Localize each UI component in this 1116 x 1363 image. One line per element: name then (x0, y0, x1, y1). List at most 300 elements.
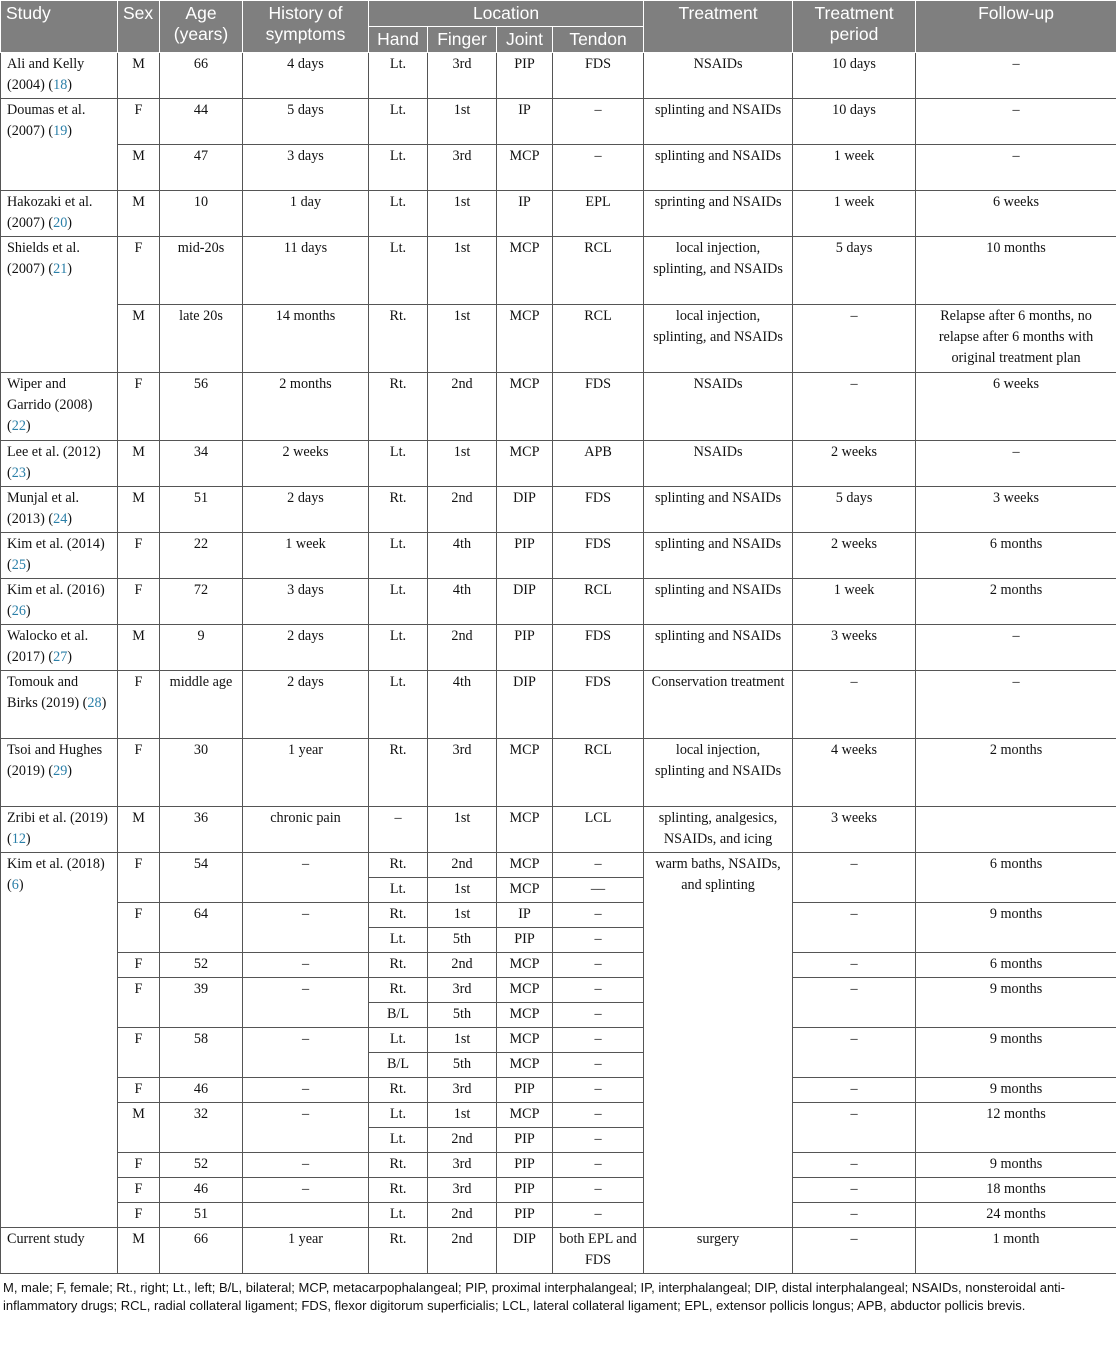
history-cell (243, 191, 369, 237)
tendon-cell (553, 1078, 644, 1103)
age-cell-text: 10 (193, 194, 209, 210)
joint-cell-text: MCP (509, 810, 540, 826)
age-cell-text: 64 (193, 906, 209, 922)
joint-cell (497, 53, 553, 99)
hand-cell-text: Lt. (389, 194, 407, 210)
history-cell-text: 1 day (289, 194, 322, 210)
tendon-cell-text: FDS (585, 56, 612, 72)
history-cell-text: 2 weeks (282, 444, 329, 460)
hand-cell (369, 625, 428, 671)
sex-cell (118, 953, 160, 978)
period-cell (793, 903, 916, 953)
finger-cell-text: 1st (453, 1106, 471, 1122)
sex-cell (118, 625, 160, 671)
joint-cell-text: PIP (514, 628, 535, 644)
followup-cell-text: – (1012, 444, 1020, 460)
period-cell (793, 441, 916, 487)
joint-cell-text: DIP (513, 674, 536, 690)
finger-cell (428, 1003, 497, 1028)
tendon-cell (553, 1103, 644, 1128)
finger-cell (428, 903, 497, 928)
joint-cell (497, 533, 553, 579)
table-row (1, 1028, 1116, 1053)
age-cell-text: 39 (193, 981, 209, 997)
tendon-cell-text: – (594, 1031, 602, 1047)
age-cell (160, 53, 243, 99)
period-cell (793, 1153, 916, 1178)
tendon-cell (553, 373, 644, 441)
hand-cell-text: Lt. (389, 1031, 407, 1047)
tendon-cell-text: RCL (584, 240, 612, 256)
joint-cell-text: MCP (509, 742, 540, 758)
joint-cell (497, 1128, 553, 1153)
age-cell (160, 1103, 243, 1153)
period-cell (793, 807, 916, 853)
period-cell-text: 1 week (833, 148, 875, 164)
joint-cell-text: MCP (509, 1056, 540, 1072)
table-row (1, 145, 1116, 191)
followup-cell-text: 2 months (989, 742, 1043, 758)
sex-cell-text: F (134, 1081, 143, 1097)
hand-cell (369, 579, 428, 625)
tendon-cell-text: FDS (585, 376, 612, 392)
sex-cell (118, 305, 160, 373)
tendon-cell-text: – (594, 1081, 602, 1097)
tendon-cell (553, 978, 644, 1003)
study-name: Hakozaki et al. (2007) (7, 194, 93, 231)
age-cell-text: 34 (193, 444, 209, 460)
table-row (1, 191, 1116, 237)
reference-link[interactable]: 24 (53, 511, 68, 527)
header-history: History of symptoms (243, 1, 369, 53)
study-cell: Tsoi and Hughes (2019) (29) (1, 739, 118, 807)
tendon-cell-text: FDS (585, 490, 612, 506)
joint-cell-text: PIP (514, 56, 535, 72)
finger-cell (428, 853, 497, 878)
reference-link[interactable]: 18 (53, 77, 68, 93)
hand-cell-text: Lt. (389, 1106, 407, 1122)
history-cell-text: – (301, 981, 310, 997)
age-cell-text: 44 (193, 102, 209, 118)
sex-cell-text: M (132, 810, 145, 826)
joint-cell (497, 978, 553, 1003)
history-cell (243, 807, 369, 853)
tendon-cell-text: both EPL and FDS (559, 1231, 637, 1268)
age-cell (160, 1178, 243, 1203)
reference-link[interactable]: 22 (11, 418, 26, 434)
hand-cell (369, 807, 428, 853)
history-cell-text: – (301, 1156, 310, 1172)
table-row (1, 373, 1116, 441)
period-cell-text: – (850, 906, 858, 922)
finger-cell (428, 928, 497, 953)
hand-cell (369, 671, 428, 739)
hand-cell (369, 145, 428, 191)
header-joint: Joint (497, 27, 553, 53)
sex-cell-text: F (134, 102, 143, 118)
reference-link[interactable]: 6 (11, 877, 19, 893)
table-row (1, 237, 1116, 305)
finger-cell-text: 1st (453, 881, 471, 897)
sex-cell-text: F (134, 956, 143, 972)
followup-cell (916, 903, 1116, 953)
finger-cell (428, 533, 497, 579)
hand-cell (369, 1103, 428, 1128)
period-cell (793, 853, 916, 903)
sex-cell-text: M (132, 1106, 145, 1122)
study-cell: Walocko et al. (2017) (27) (1, 625, 118, 671)
joint-cell-text: MCP (509, 981, 540, 997)
hand-cell (369, 533, 428, 579)
joint-cell (497, 191, 553, 237)
treatment-cell (644, 1228, 793, 1274)
joint-cell (497, 671, 553, 739)
followup-cell (916, 978, 1116, 1028)
finger-cell (428, 487, 497, 533)
reference-link[interactable]: 12 (11, 831, 26, 847)
age-cell (160, 671, 243, 739)
hand-cell (369, 853, 428, 878)
finger-cell (428, 671, 497, 739)
finger-cell (428, 441, 497, 487)
study-name: Walocko et al. (2017) (7, 628, 89, 665)
header-hand: Hand (369, 27, 428, 53)
reference-link[interactable]: 20 (53, 215, 68, 231)
tendon-cell (553, 878, 644, 903)
history-cell-text: 2 days (287, 674, 324, 690)
period-cell-text: 10 days (832, 102, 876, 118)
study-cell: Ali and Kelly (2004) (18) (1, 53, 118, 99)
history-cell (243, 1153, 369, 1178)
treatment-cell (644, 191, 793, 237)
age-cell-text: 58 (193, 1031, 209, 1047)
sex-cell-text: F (134, 240, 143, 256)
sex-cell (118, 739, 160, 807)
reference-link[interactable]: 23 (11, 465, 26, 481)
period-cell-text: – (850, 1156, 858, 1172)
treatment-cell-text: splinting and NSAIDs (654, 148, 782, 164)
reference-link[interactable]: 21 (53, 261, 68, 277)
reference-link[interactable]: 25 (11, 557, 26, 573)
reference-link[interactable]: 28 (87, 695, 102, 711)
age-cell (160, 625, 243, 671)
joint-cell (497, 1228, 553, 1274)
table-row (1, 807, 1116, 853)
sex-cell (118, 487, 160, 533)
treatment-cell (644, 373, 793, 441)
age-cell-text: 9 (197, 628, 205, 644)
table-body (1, 53, 1116, 1274)
age-cell (160, 1028, 243, 1078)
study-cell-text: Current study (7, 1231, 85, 1247)
followup-cell (916, 739, 1116, 807)
history-cell (243, 145, 369, 191)
followup-cell-text: 1 month (992, 1231, 1040, 1247)
tendon-cell (553, 53, 644, 99)
table-row (1, 533, 1116, 579)
joint-cell-text: DIP (513, 582, 536, 598)
sex-cell (118, 579, 160, 625)
joint-cell-text: IP (518, 906, 531, 922)
period-cell-text: – (850, 1206, 858, 1222)
header-finger: Finger (428, 27, 497, 53)
treatment-cell (644, 853, 793, 1228)
study-cell: Zribi et al. (2019) (12) (1, 807, 118, 853)
tendon-cell-text: – (594, 1006, 602, 1022)
table-row (1, 978, 1116, 1003)
joint-cell (497, 903, 553, 928)
hand-cell-text: Rt. (389, 1181, 407, 1197)
header-follow-up: Follow-up (916, 1, 1116, 53)
joint-cell-text: MCP (509, 376, 540, 392)
treatment-cell (644, 145, 793, 191)
treatment-cell-text: local injection, splinting and NSAIDs (654, 742, 782, 779)
finger-cell (428, 625, 497, 671)
treatment-cell-text: NSAIDs (693, 444, 743, 460)
hand-cell (369, 373, 428, 441)
reference-link[interactable]: 19 (53, 123, 68, 139)
joint-cell-text: MCP (509, 956, 540, 972)
followup-cell-text: 24 months (986, 1206, 1046, 1222)
followup-cell-text: 3 weeks (992, 490, 1040, 506)
history-cell-text: 1 year (287, 1231, 324, 1247)
treatment-cell (644, 99, 793, 145)
table-row (1, 99, 1116, 145)
joint-cell-text: PIP (514, 1181, 535, 1197)
table-row (1, 853, 1116, 878)
history-cell-text: 1 week (285, 536, 326, 552)
joint-cell (497, 99, 553, 145)
tendon-cell (553, 487, 644, 533)
age-cell (160, 853, 243, 903)
tendon-cell (553, 1153, 644, 1178)
age-cell (160, 1203, 243, 1228)
followup-cell-text: – (1012, 674, 1020, 690)
period-cell (793, 1078, 916, 1103)
tendon-cell-text: – (594, 981, 602, 997)
age-cell-text: 72 (193, 582, 209, 598)
followup-cell (916, 1178, 1116, 1203)
finger-cell-text: 2nd (451, 956, 473, 972)
treatment-cell (644, 671, 793, 739)
joint-cell (497, 579, 553, 625)
hand-cell-text: Lt. (389, 582, 407, 598)
reference-link[interactable]: 27 (53, 649, 68, 665)
sex-cell-text: F (134, 376, 143, 392)
study-cell: Munjal et al. (2013) (24) (1, 487, 118, 533)
tendon-cell-text: RCL (584, 742, 612, 758)
followup-cell (916, 625, 1116, 671)
age-cell-text: late 20s (179, 308, 223, 324)
age-cell (160, 533, 243, 579)
treatment-cell (644, 53, 793, 99)
tendon-cell (553, 533, 644, 579)
period-cell (793, 487, 916, 533)
history-cell (243, 853, 369, 903)
period-cell-text: – (850, 1031, 858, 1047)
history-cell (243, 441, 369, 487)
sex-cell (118, 1228, 160, 1274)
period-cell-text: – (850, 856, 858, 872)
study-cell: Kim et al. (2018) (6) (1, 853, 118, 1228)
hand-cell (369, 1003, 428, 1028)
history-cell-text: 2 months (279, 376, 332, 392)
joint-cell (497, 1203, 553, 1228)
age-cell-text: 54 (193, 856, 209, 872)
table-row (1, 953, 1116, 978)
hand-cell (369, 1053, 428, 1078)
finger-cell (428, 99, 497, 145)
table-header (1, 1, 1116, 53)
followup-cell (916, 1028, 1116, 1078)
reference-link[interactable]: 26 (11, 603, 26, 619)
age-cell (160, 739, 243, 807)
table-row (1, 53, 1116, 99)
followup-cell-text: 2 months (989, 582, 1043, 598)
followup-cell-text: – (1012, 148, 1020, 164)
tendon-cell-text: FDS (585, 674, 612, 690)
tendon-cell (553, 579, 644, 625)
period-cell (793, 305, 916, 373)
history-cell-text: 4 days (287, 56, 324, 72)
period-cell-text: – (850, 674, 858, 690)
finger-cell (428, 807, 497, 853)
study-name: Shields et al. (2007) (7, 240, 80, 277)
history-cell (243, 533, 369, 579)
finger-cell (428, 739, 497, 807)
table-row (1, 441, 1116, 487)
period-cell-text: 3 weeks (830, 628, 878, 644)
joint-cell (497, 1028, 553, 1053)
age-cell-text: 36 (193, 810, 209, 826)
hand-cell-text: Rt. (389, 956, 407, 972)
followup-cell-text: 9 months (989, 981, 1043, 997)
followup-cell (916, 53, 1116, 99)
treatment-cell-text: splinting and NSAIDs (654, 536, 782, 552)
period-cell-text: – (850, 1106, 858, 1122)
study-cell: Kim et al. (2016) (26) (1, 579, 118, 625)
treatment-cell-text: splinting and NSAIDs (654, 490, 782, 506)
finger-cell (428, 1028, 497, 1053)
period-cell-text: – (850, 376, 858, 392)
header-sex: Sex (118, 1, 160, 53)
tendon-cell (553, 1028, 644, 1053)
history-cell (243, 305, 369, 373)
tendon-cell (553, 145, 644, 191)
sex-cell-text: F (134, 981, 143, 997)
tendon-cell (553, 953, 644, 978)
age-cell (160, 99, 243, 145)
finger-cell-text: 2nd (451, 1131, 473, 1147)
sex-cell-text: F (134, 1181, 143, 1197)
hand-cell-text: Rt. (389, 906, 407, 922)
treatment-cell-text: splinting and NSAIDs (654, 582, 782, 598)
sex-cell-text: M (132, 194, 145, 210)
treatment-cell (644, 237, 793, 305)
table-row (1, 305, 1116, 373)
period-cell-text: – (850, 1081, 858, 1097)
period-cell (793, 953, 916, 978)
hand-cell-text: Rt. (389, 490, 407, 506)
treatment-cell (644, 579, 793, 625)
joint-cell (497, 1078, 553, 1103)
reference-link[interactable]: 29 (53, 763, 68, 779)
finger-cell-text: 3rd (452, 981, 472, 997)
joint-cell-text: MCP (509, 444, 540, 460)
hand-cell (369, 305, 428, 373)
hand-cell-text: Lt. (389, 56, 407, 72)
period-cell-text: – (850, 981, 858, 997)
treatment-cell (644, 625, 793, 671)
followup-cell (916, 1228, 1116, 1274)
table-row (1, 1203, 1116, 1228)
treatment-cell (644, 533, 793, 579)
sex-cell (118, 441, 160, 487)
table-row (1, 903, 1116, 928)
sex-cell-text: F (134, 906, 143, 922)
tendon-cell (553, 1053, 644, 1078)
age-cell (160, 903, 243, 953)
treatment-cell-text: splinting and NSAIDs (654, 628, 782, 644)
treatment-cell-text: Conservation treatment (651, 674, 785, 690)
joint-cell (497, 1153, 553, 1178)
finger-cell (428, 53, 497, 99)
period-cell-text: 10 days (832, 56, 876, 72)
hand-cell-text: Rt. (389, 1081, 407, 1097)
finger-cell-text: 4th (452, 674, 472, 690)
period-cell-text: 1 week (833, 582, 875, 598)
history-cell (243, 739, 369, 807)
finger-cell (428, 191, 497, 237)
finger-cell-text: 3rd (452, 56, 472, 72)
table-row (1, 1153, 1116, 1178)
history-cell-text: 14 months (275, 308, 336, 324)
followup-cell (916, 191, 1116, 237)
finger-cell-text: 4th (452, 582, 472, 598)
history-cell (243, 579, 369, 625)
history-cell (243, 1078, 369, 1103)
finger-cell-text: 3rd (452, 742, 472, 758)
history-cell (243, 53, 369, 99)
tendon-cell-text: EPL (585, 194, 611, 210)
treatment-cell-text: splinting and NSAIDs (654, 102, 782, 118)
followup-cell-text: 10 months (986, 240, 1046, 256)
followup-cell (916, 671, 1116, 739)
followup-cell-text: – (1012, 102, 1020, 118)
tendon-cell (553, 237, 644, 305)
finger-cell (428, 1203, 497, 1228)
followup-cell (916, 305, 1116, 373)
period-cell (793, 145, 916, 191)
tendon-cell (553, 1203, 644, 1228)
sex-cell-text: F (134, 1031, 143, 1047)
study-name: Tomouk and Birks (2019) (7, 674, 80, 711)
hand-cell (369, 739, 428, 807)
sex-cell (118, 1103, 160, 1153)
period-cell (793, 1178, 916, 1203)
period-cell-text: – (850, 956, 858, 972)
treatment-cell (644, 441, 793, 487)
hand-cell (369, 978, 428, 1003)
table-row (1, 579, 1116, 625)
age-cell (160, 1228, 243, 1274)
age-cell-text: 22 (193, 536, 209, 552)
finger-cell (428, 953, 497, 978)
period-cell (793, 579, 916, 625)
study-cell: Lee et al. (2012) (23) (1, 441, 118, 487)
hand-cell-text: Rt. (389, 1156, 407, 1172)
tendon-cell-text: – (594, 148, 602, 164)
